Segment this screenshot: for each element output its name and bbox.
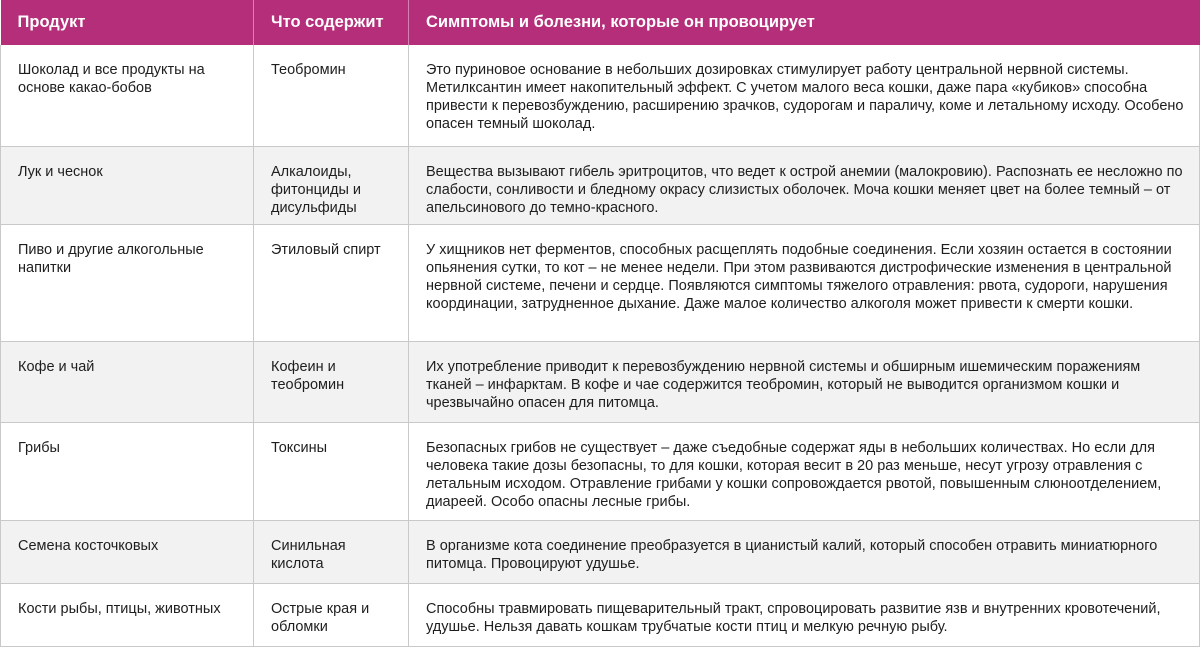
header-row [1,0,1200,45]
header-product: Продукт [1,0,254,45]
contains-cell: Кофеин и теобромин [254,341,409,422]
table-row [1,45,1200,146]
symptoms-cell: Безопасных грибов не существует – даже съедобные содержат яды в небольших количествах. Но если для человека такие дозы безопасны, то для кошки, которая весит в 20 раз меньше, несут угрозу отравления с летальным исходом. Отравление грибами у кошки сопровождается рвотой, повышенным слюноотделением, диареей. Особо опасны лесные грибы. [409,422,1200,520]
product-cell: Пиво и другие алкогольные напитки [1,224,254,341]
symptoms-cell: Их употребление приводит к перевозбуждению нервной системы и обширным ишемическим поражениям тканей – инфарктам. В кофе и чае содержится теобромин, который не выводится организмом кошки и чрезвычайно опасен для питомца. [409,341,1200,422]
contains-cell: Острые края и обломки [254,583,409,646]
symptoms-cell: В организме кота соединение преобразуется в цианистый калий, который способен отравить миниатюрного питомца. Провоцируют удушье. [409,520,1200,583]
table-row [1,520,1200,583]
table-row [1,224,1200,341]
table-row [1,422,1200,520]
table-header [1,0,1200,45]
table-row [1,341,1200,422]
header-contains: Что содержит [254,0,409,45]
product-cell: Семена косточковых [1,520,254,583]
product-cell: Шоколад и все продукты на основе какао-бобов [1,45,254,146]
table-row [1,583,1200,646]
table-row [1,146,1200,224]
symptoms-cell: У хищников нет ферментов, способных расщеплять подобные соединения. Если хозяин остается в состоянии опьянения сутки, то кот – не менее недели. При этом развиваются дистрофические изменения в центральной нервной системе, печени и сердце. Появляются симптомы тяжелого отравления: рвота, судороги, нарушения координации, затрудненное дыхание. Даже малое количество алкоголя может привести к смерти кошки. [409,224,1200,341]
product-cell: Кости рыбы, птицы, животных [1,583,254,646]
contains-cell: Синильная кислота [254,520,409,583]
product-cell: Лук и чеснок [1,146,254,224]
contains-cell: Алкалоиды, фитонциды и дисульфиды [254,146,409,224]
symptoms-cell: Вещества вызывают гибель эритроцитов, что ведет к острой анемии (малокровию). Распознать ее несложно по слабости, сонливости и бледному окрасу слизистых оболочек. Моча кошки меняет цвет на более темный – от апельсинового до темно-красного. [409,146,1200,224]
header-symptoms: Симптомы и болезни, которые он провоцирует [409,0,1200,45]
contains-cell: Теобромин [254,45,409,146]
table-body [1,45,1200,646]
product-cell: Грибы [1,422,254,520]
symptoms-cell: Это пуриновое основание в небольших дозировках стимулирует работу центральной нервной системы. Метилксантин имеет накопительный эффект. С учетом малого веса кошки, даже пара «кубиков» способна привести к перевозбуждению, расширению зрачков, судорогам и параличу, коме и летальному исходу. Особено опасен темный шоколад. [409,45,1200,146]
contains-cell: Токсины [254,422,409,520]
symptoms-cell: Способны травмировать пищеварительный тракт, спровоцировать развитие язв и внутренних кровотечений, удушье. Нельзя давать кошкам трубчатые кости птиц и мелкую речную рыбу. [409,583,1200,646]
contains-cell: Этиловый спирт [254,224,409,341]
product-cell: Кофе и чай [1,341,254,422]
